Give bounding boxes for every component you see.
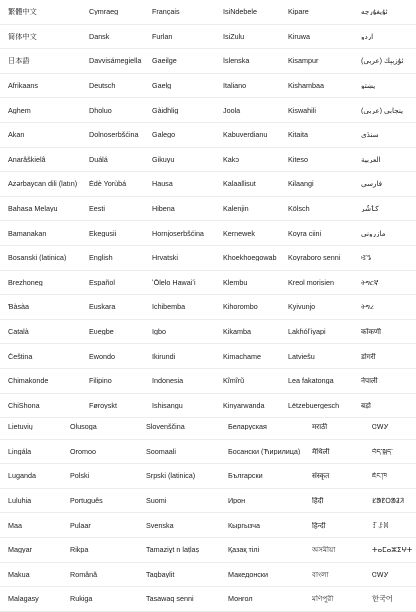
language-link[interactable]: Olusoga: [70, 423, 97, 431]
language-link[interactable]: Kyivunjo: [288, 303, 316, 311]
language-link[interactable]: ትግረ: [361, 303, 375, 311]
language-link[interactable]: Suomi: [146, 496, 167, 505]
language-link[interactable]: Gaeilge: [152, 57, 177, 65]
language-link[interactable]: IsiNdebele: [223, 8, 257, 16]
language-link[interactable]: ትግርኛ: [361, 278, 379, 286]
language-link[interactable]: বাংলা: [312, 570, 329, 578]
language-link[interactable]: Hibena: [152, 204, 175, 213]
language-link[interactable]: Kernewek: [223, 229, 255, 237]
language-link[interactable]: 繁體中文: [8, 8, 37, 16]
language-link[interactable]: Chimakonde: [8, 377, 49, 385]
language-link[interactable]: Lëtzebuergesch: [288, 401, 340, 409]
language-link[interactable]: Kishambaa: [288, 81, 324, 90]
language-link[interactable]: Македонски: [228, 570, 269, 578]
language-row: [0, 221, 416, 246]
language-link[interactable]: Igbo: [152, 327, 166, 336]
language-link[interactable]: Pulaar: [70, 521, 91, 529]
language-link[interactable]: Ɓàsàa: [8, 303, 30, 311]
language-link[interactable]: Português: [70, 496, 103, 505]
language-link[interactable]: Español: [89, 278, 115, 286]
language-link[interactable]: कोंकणी: [361, 327, 381, 336]
language-link[interactable]: ᱥᱟᱱᱛᱟᱲᱤ: [372, 496, 404, 505]
language-link[interactable]: Bosanski (latinica): [8, 254, 67, 262]
language-link[interactable]: Hornjoserbšćina: [152, 229, 204, 237]
language-link[interactable]: العربية: [361, 155, 381, 163]
language-link[interactable]: ئۇيغۇرچە: [361, 8, 388, 16]
language-row: [0, 0, 416, 25]
language-link[interactable]: Rukiga: [70, 595, 93, 603]
language-link[interactable]: Magyar: [8, 546, 32, 554]
language-link[interactable]: Indonesia: [152, 377, 184, 385]
language-link[interactable]: Davvisámegiella: [89, 57, 142, 65]
language-link[interactable]: नेपाली: [361, 377, 378, 385]
language-link[interactable]: Kĩmĩrũ: [223, 377, 245, 385]
language-link[interactable]: Kiruwa: [288, 32, 310, 40]
language-link[interactable]: Français: [152, 8, 180, 16]
language-row: [0, 172, 416, 197]
language-link[interactable]: Italiano: [223, 81, 247, 90]
language-link[interactable]: Svenska: [146, 521, 174, 529]
language-link[interactable]: Ирон: [228, 496, 246, 505]
language-link[interactable]: Klembu: [223, 278, 248, 286]
language-link[interactable]: (پنجابی (عربی: [361, 106, 404, 114]
language-link[interactable]: 简体中文: [8, 32, 37, 40]
language-link[interactable]: Română: [70, 570, 98, 578]
language-link[interactable]: মণিপুরী: [312, 595, 334, 603]
language-row: [0, 320, 416, 345]
language-grid-bottom: [0, 415, 416, 612]
language-row: [0, 344, 416, 369]
language-link[interactable]: Cymraeg: [89, 8, 119, 16]
language-link[interactable]: 日本語: [8, 57, 30, 65]
language-link[interactable]: Қазақ тілі: [228, 546, 260, 554]
language-link[interactable]: Deutsch: [89, 81, 116, 90]
language-link[interactable]: Dholuo: [89, 106, 112, 114]
language-link[interactable]: کٲشُر: [361, 204, 379, 213]
language-link[interactable]: Soomaali: [146, 447, 176, 455]
language-link[interactable]: Kiteso: [288, 155, 308, 163]
language-link[interactable]: Hausa: [152, 180, 173, 188]
language-link[interactable]: Kreol morisien: [288, 278, 334, 286]
language-link[interactable]: Kalaallisut: [223, 180, 256, 188]
language-row: [0, 49, 416, 74]
language-link[interactable]: Tasawaq senni: [146, 595, 194, 603]
language-link[interactable]: Dolnoserbšćina: [89, 131, 139, 139]
language-link[interactable]: ꆈꌠꉙ: [372, 521, 389, 529]
language-link[interactable]: ʻŌlelo Hawaiʻi: [152, 278, 196, 286]
language-link[interactable]: Gaelg: [152, 81, 172, 90]
language-link[interactable]: Brezhoneg: [8, 278, 43, 286]
language-row: [0, 98, 416, 123]
language-link[interactable]: مازرونی: [361, 229, 386, 237]
language-link[interactable]: Ekegusii: [89, 229, 117, 237]
language-link[interactable]: Kinyarwanda: [223, 401, 265, 409]
language-link[interactable]: Català: [8, 327, 29, 336]
language-row: [0, 123, 416, 148]
language-link[interactable]: سنڌي: [361, 131, 379, 139]
language-link[interactable]: मैथिली: [312, 447, 330, 455]
language-link[interactable]: Kölsch: [288, 204, 310, 213]
language-link[interactable]: Furlan: [152, 32, 173, 40]
language-row: [0, 369, 416, 394]
language-link[interactable]: Lingála: [8, 447, 32, 455]
language-link[interactable]: Dansk: [89, 32, 110, 40]
language-link[interactable]: 한국어: [372, 595, 393, 603]
language-link[interactable]: Ewondo: [89, 352, 115, 360]
language-link[interactable]: ⵜⴰⵎⴰⵣⵉⵖⵜ: [372, 546, 412, 554]
language-link[interactable]: Taqbaylit: [146, 570, 175, 578]
language-link[interactable]: བོད་སྐད་: [372, 447, 393, 455]
language-link[interactable]: Malagasy: [8, 595, 39, 603]
language-link[interactable]: IsiZulu: [223, 32, 245, 40]
language-link[interactable]: Lakȟólʼiyapi: [288, 327, 326, 336]
language-link[interactable]: اردو: [361, 32, 374, 40]
language-link[interactable]: Kalenjin: [223, 204, 249, 213]
language-link[interactable]: Galego: [152, 131, 176, 139]
language-link[interactable]: Kikamba: [223, 327, 251, 336]
language-link[interactable]: Maa: [8, 521, 22, 529]
language-link[interactable]: Lea fakatonga: [288, 377, 334, 385]
language-link[interactable]: Ichibemba: [152, 303, 186, 311]
language-row: [0, 148, 416, 173]
language-link[interactable]: Luganda: [8, 472, 36, 480]
language-link[interactable]: ཇོང་ཁ: [372, 472, 388, 480]
language-link[interactable]: Kiswahili: [288, 106, 316, 114]
language-link[interactable]: Kisampur: [288, 57, 319, 65]
language-row: [0, 415, 416, 440]
language-row: [0, 295, 416, 320]
language-link[interactable]: Azərbaycan dili (latın): [8, 180, 78, 188]
language-link[interactable]: ᏣᎳᎩ: [372, 423, 389, 431]
language-link[interactable]: Srpski (latinica): [146, 472, 196, 480]
language-row: [0, 440, 416, 465]
language-link[interactable]: Èdè Yorùbá: [89, 180, 127, 188]
language-row: [0, 513, 416, 538]
language-row: [0, 464, 416, 489]
language-link[interactable]: Polski: [70, 472, 90, 480]
language-link[interactable]: बड़ो: [361, 401, 371, 409]
language-link[interactable]: Kitaita: [288, 131, 308, 139]
language-link[interactable]: Koyraboro senni: [288, 254, 341, 262]
language-link[interactable]: Bahasa Melayu: [8, 204, 58, 213]
language-link[interactable]: डोगरी: [361, 352, 376, 360]
language-link[interactable]: Rikpa: [70, 546, 89, 554]
language-link[interactable]: Eʋegbe: [89, 327, 114, 336]
language-link[interactable]: Hrvatski: [152, 254, 178, 262]
language-link[interactable]: ChiShona: [8, 401, 40, 409]
language-link[interactable]: ᏣᎳᎩ: [372, 570, 389, 578]
language-link[interactable]: Kimachame: [223, 352, 261, 360]
language-link[interactable]: Босански (Ћирилица): [228, 447, 301, 455]
language-link[interactable]: Kabuverdianu: [223, 131, 268, 139]
language-row: [0, 538, 416, 563]
language-link[interactable]: Gikuyu: [152, 155, 175, 163]
language-link[interactable]: Anarâškielâ: [8, 155, 46, 163]
language-link[interactable]: Khoekhoegowab: [223, 254, 277, 262]
language-link[interactable]: English: [89, 254, 113, 262]
language-link[interactable]: Koyra ciini: [288, 229, 322, 237]
language-link[interactable]: Tamaziɣt n laṭlaṣ: [146, 546, 200, 554]
language-link[interactable]: Kihorombo: [223, 303, 258, 311]
language-link[interactable]: Íslenska: [223, 57, 250, 65]
language-link[interactable]: Luluhia: [8, 496, 32, 505]
language-link[interactable]: Oromoo: [70, 447, 96, 455]
language-link[interactable]: Bamanakan: [8, 229, 47, 237]
language-row: [0, 587, 416, 612]
language-link[interactable]: Ishisangu: [152, 401, 183, 409]
language-link[interactable]: Duálá: [89, 155, 108, 163]
language-link[interactable]: Български: [228, 472, 263, 480]
language-link[interactable]: Euskara: [89, 303, 116, 311]
language-row: [0, 25, 416, 50]
language-link[interactable]: Akan: [8, 131, 25, 139]
language-link[interactable]: Filipino: [89, 377, 112, 385]
language-link[interactable]: অসমীয়া: [312, 546, 336, 554]
language-row: [0, 563, 416, 588]
language-link[interactable]: Afrikaans: [8, 81, 38, 90]
language-link[interactable]: हिंदी: [312, 496, 324, 505]
language-link[interactable]: Joola: [223, 106, 241, 114]
language-link[interactable]: Aghem: [8, 106, 31, 114]
language-link[interactable]: Kɨlaangi: [288, 180, 314, 188]
language-row: [0, 197, 416, 222]
language-link[interactable]: Lietuvių: [8, 423, 33, 431]
language-link[interactable]: فارسی: [361, 180, 383, 188]
language-link[interactable]: Монгол: [228, 595, 253, 603]
language-link[interactable]: Slovenščina: [146, 423, 185, 431]
language-link[interactable]: Makua: [8, 570, 30, 578]
language-link[interactable]: Кыргызча: [228, 521, 260, 529]
language-link[interactable]: (ئۇزبېك (عربی: [361, 57, 404, 65]
language-link[interactable]: हिन्दी: [312, 521, 326, 529]
language-link[interactable]: Kipare: [288, 8, 309, 16]
language-link[interactable]: Ikirundi: [152, 352, 176, 360]
language-link[interactable]: Беларуская: [228, 423, 267, 431]
language-row: [0, 74, 416, 99]
language-link[interactable]: Eesti: [89, 204, 105, 213]
language-row: [0, 271, 416, 296]
language-row: [0, 489, 416, 514]
language-link[interactable]: मराठी: [312, 423, 328, 431]
language-link[interactable]: Gàidhlig: [152, 106, 179, 114]
language-link[interactable]: پښتو: [361, 81, 376, 90]
language-link[interactable]: Kakɔ: [223, 155, 239, 163]
language-link[interactable]: संस्कृत: [312, 472, 330, 480]
language-link[interactable]: Čeština: [8, 352, 33, 360]
language-row: [0, 246, 416, 271]
language-link[interactable]: Latviešu: [288, 352, 315, 360]
language-link[interactable]: ꕙꔤ: [361, 254, 372, 262]
language-link[interactable]: Føroyskt: [89, 401, 117, 409]
